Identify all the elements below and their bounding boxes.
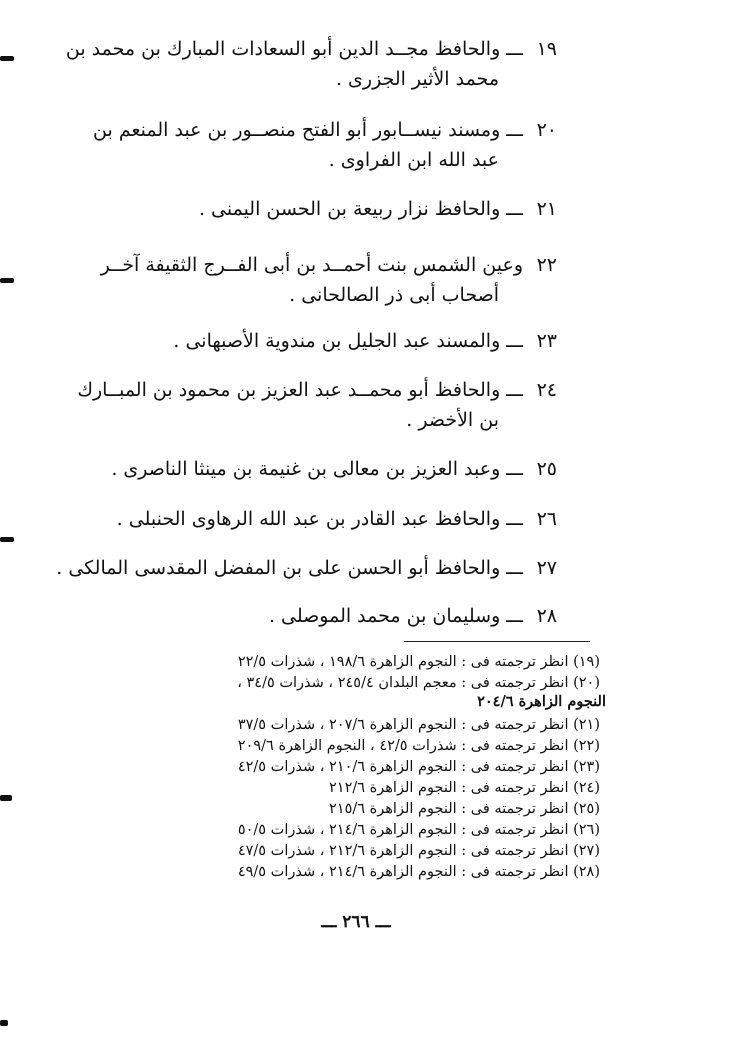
entry-text: ـــ وسليمان بن محمد الموصلى . xyxy=(268,605,523,627)
entry-text-continued: بن الأخضر . xyxy=(406,409,499,431)
entry-number: ٢١ xyxy=(536,198,557,220)
entry-text: ـــ والحافظ نزار ربيعة بن الحسن اليمنى . xyxy=(198,198,523,220)
entry-number: ٢٨ xyxy=(536,605,557,627)
entry-number: ٢٤ xyxy=(536,379,557,401)
page-number: ـــ ٢٦٦ ـــ xyxy=(321,912,391,932)
entry-text: ـــ والحافظ مجــد الدين أبو السعادات المبارك بن محمد بن xyxy=(65,38,523,60)
scan-mark xyxy=(0,795,12,801)
footnote: (٢٦) انظر ترجمته فى : النجوم الزاهرة ٢١٤/٦ ، شذرات ٥٠/٥ xyxy=(237,822,600,838)
entry-26 xyxy=(37,504,557,534)
scan-mark xyxy=(0,278,14,283)
footnote: (٢٣) انظر ترجمته فى : النجوم الزاهرة ٢١٠/٦ ، شذرات ٤٢/٥ xyxy=(237,759,600,775)
entry-25 xyxy=(37,454,557,484)
entry-number: ٢٢ xyxy=(536,254,557,276)
entry-text-continued: عبد الله ابن الفراوى . xyxy=(328,149,499,171)
footnotes xyxy=(60,652,606,892)
entry-28 xyxy=(37,601,557,631)
entry-number: ٢٠ xyxy=(536,119,557,141)
footnote: (٢٤) انظر ترجمته فى : النجوم الزاهرة ٢١٢/٦ xyxy=(329,780,600,796)
footnote: (٢٠) انظر ترجمته فى : معجم البلدان ٢٤٥/٤ ، شذرات ٣٤/٥ ، xyxy=(237,675,600,691)
entry-20 xyxy=(37,115,557,175)
footnote: (٢١) انظر ترجمته فى : النجوم الزاهرة ٢٠٧/٦ ، شذرات ٣٧/٥ xyxy=(237,717,600,733)
footnote-separator xyxy=(404,641,590,642)
footnote: (٢٢) انظر ترجمته فى : شذرات ٤٢/٥ ، النجوم الزاهرة ٢٠٩/٦ xyxy=(237,738,600,754)
footnote: (١٩) انظر ترجمته فى : النجوم الزاهرة ١٩٨/٦ ، شذرات ٢٢/٥ xyxy=(237,654,600,670)
entry-number: ٢٦ xyxy=(536,508,557,530)
footnote: (٢٥) انظر ترجمته فى : النجوم الزاهرة ٢١٥/٦ xyxy=(329,801,600,817)
entry-number: ٢٥ xyxy=(536,458,557,480)
entry-19 xyxy=(37,34,557,94)
entry-text: ـــ والحافظ أبو محمــد عبد العزيز بن محمود بن المبــارك xyxy=(77,379,523,401)
entry-text: ـــ ومسند نيســابور أبو الفتح منصــور بن عبد المنعم بن xyxy=(93,119,523,141)
entry-text-continued: محمد الأثير الجزرى . xyxy=(335,68,499,90)
entry-27 xyxy=(37,553,557,583)
entry-21 xyxy=(37,194,557,224)
entry-number: ١٩ xyxy=(536,38,557,60)
entry-number: ٢٧ xyxy=(536,557,557,579)
scan-mark xyxy=(0,1020,8,1026)
footnote: (٢٧) انظر ترجمته فى : النجوم الزاهرة ٢١٢/٦ ، شذرات ٤٧/٥ xyxy=(237,843,600,859)
scan-mark xyxy=(0,56,14,61)
footnote-continuation: النجوم الزاهرة ٢٠٤/٦ xyxy=(477,693,606,710)
entry-22 xyxy=(37,250,557,310)
entry-text: ـــ والمسند عبد الجليل بن مندوية الأصبهانى . xyxy=(173,330,523,352)
scan-mark xyxy=(0,537,14,542)
entry-number: ٢٣ xyxy=(536,330,557,352)
entry-text: ـــ والحافظ أبو الحسن على بن المفضل المقدسى المالكى . xyxy=(56,557,523,579)
entry-text: ـــ وعبد العزيز بن معالى بن غنيمة بن مينثا الناصرى . xyxy=(111,458,523,480)
footnote: (٢٨) انظر ترجمته فى : النجوم الزاهرة ٢١٤/٦ ، شذرات ٤٩/٥ xyxy=(237,864,600,880)
entry-text: وعين الشمس بنت أحمــد بن أبى الفــرج الثقيفة آخــر xyxy=(100,254,523,276)
entry-23 xyxy=(37,326,557,356)
entry-text: ـــ والحافظ عبد القادر بن عبد الله الرهاوى الحنبلى . xyxy=(116,508,523,530)
entry-text-continued: أصحاب أبى ذر الصالحانى . xyxy=(289,284,499,306)
entry-24 xyxy=(37,375,557,435)
